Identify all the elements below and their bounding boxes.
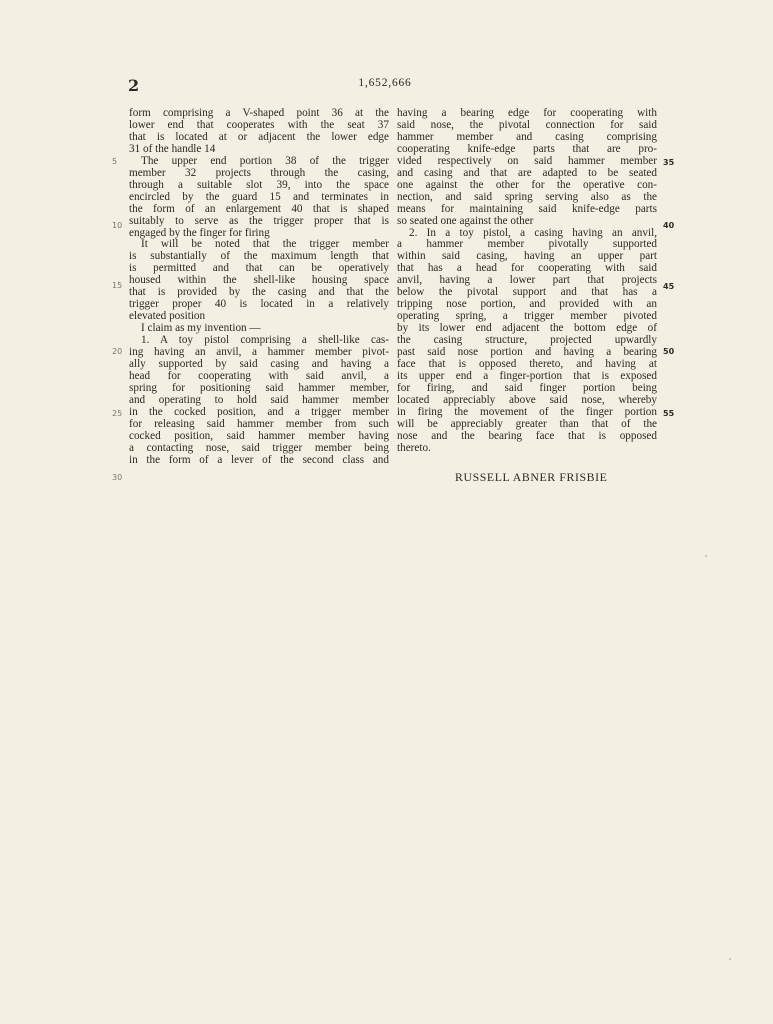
text-line: through a suitable slot 39, into the space [129,178,389,191]
text-line: and operating to hold said hammer member [129,393,389,406]
text-line: thereto. [397,441,431,454]
text-line: will be appreciably greater than that of the [397,417,657,430]
text-line: that is provided by the casing and that the [129,286,389,299]
text-line: 31 of the handle 14 [129,142,216,155]
text-line: within said casing, having an upper part [397,250,657,263]
text-line: is permitted and that can be operatively [129,262,389,275]
text-line: ing having an anvil, a hammer member pivot- [129,346,389,359]
line-number-left-5: 5 [112,157,118,166]
paper-speck [729,958,731,960]
text-line: trigger proper 40 is located in a relatively [129,298,389,311]
text-line: past said nose portion and having a bearing [397,346,657,359]
text-line: nose and the bearing face that is opposed [397,429,657,442]
line-number-left-30: 30 [112,473,123,482]
text-line: hammer member and casing comprising [397,130,657,143]
text-line: its upper end a finger-portion that is exposed [397,369,657,382]
left-text-column [129,108,389,467]
text-line: ally supported by said casing and having a [129,358,389,371]
line-number-left-10: 10 [112,221,123,230]
line-number-right-50: 50 [663,347,675,356]
text-line: in firing the movement of the finger portion [397,405,657,418]
text-line: vided respectively on said hammer member [397,154,657,167]
text-line: suitably to serve as the trigger proper that is [129,214,389,227]
text-line: housed within the shell-like housing space [129,274,389,287]
line-number-left-15: 15 [112,281,123,290]
patent-number: 1,652,666 [358,77,412,89]
text-line: that is located at or adjacent the lower edge [129,130,389,143]
text-line: the casing structure, projected upwardly [397,334,657,347]
text-line: 2. In a toy pistol, a casing having an anvil, [409,226,657,239]
signature: RUSSELL ABNER FRISBIE [455,470,608,484]
text-line: is substantially of the maximum length that [129,250,389,263]
text-line: elevated position [129,310,206,323]
text-line: spring for positioning said hammer member, [129,381,389,394]
text-line: by its lower end adjacent the bottom edge of [397,322,657,335]
line-number-left-25: 25 [112,409,123,418]
page-number: 2 [128,76,140,95]
text-line: lower end that cooperates with the seat 37 [129,118,389,131]
line-number-right-55: 55 [663,409,675,418]
text-line: form comprising a V-shaped point 36 at the [129,107,389,119]
text-line: a hammer member pivotally supported [397,238,657,251]
text-line: 1. A toy pistol comprising a shell-like cas- [141,334,389,347]
text-line: encircled by the guard 15 and terminates in [129,190,389,203]
text-line: in the form of a lever of the second class and [129,453,389,466]
text-line: that has a head for cooperating with said [397,262,657,275]
text-line: It will be noted that the trigger member [141,238,389,251]
text-line: and casing and that are adapted to be seated [397,166,657,179]
text-line: The upper end portion 38 of the trigger [141,154,389,167]
text-line: operating spring, a trigger member pivoted [397,310,657,323]
text-line: nection, and said spring serving also as the [397,190,657,203]
line-number-right-45: 45 [663,282,675,291]
text-line: I claim as my invention — [141,322,261,335]
text-line: tripping nose portion, and provided with an [397,298,657,311]
text-line: for releasing said hammer member from such [129,417,389,430]
text-line: located appreciably above said nose, whereby [397,393,657,406]
text-line: having a bearing edge for cooperating with [397,107,657,119]
line-number-right-40: 40 [663,221,675,230]
text-line: engaged by the finger for firing [129,226,270,239]
text-line: cooperating knife-edge parts that are pro- [397,142,657,155]
text-line: one against the other for the operative con- [397,178,657,191]
text-line: head for cooperating with said anvil, a [129,369,389,382]
text-line: the form of an enlargement 40 that is shaped [129,202,389,215]
text-line: cocked position, said hammer member having [129,429,389,442]
text-line: means for maintaining said knife-edge parts [397,202,657,215]
line-number-left-20: 20 [112,347,123,356]
text-line: so seated one against the other [397,214,534,227]
text-line: member 32 projects through the casing, [129,166,389,179]
text-line: below the pivotal support and that has a [397,286,657,299]
text-line: in the cocked position, and a trigger member [129,405,389,418]
text-line: said nose, the pivotal connection for said [397,118,657,131]
text-line: anvil, having a lower part that projects [397,274,657,287]
text-line: a contacting nose, said trigger member being [129,441,389,454]
paper-speck [705,555,707,557]
text-line: for firing, and said finger portion being [397,381,657,394]
line-number-right-35: 35 [663,158,675,167]
right-text-column [397,108,657,455]
text-line: face that is opposed thereto, and having at [397,358,657,371]
